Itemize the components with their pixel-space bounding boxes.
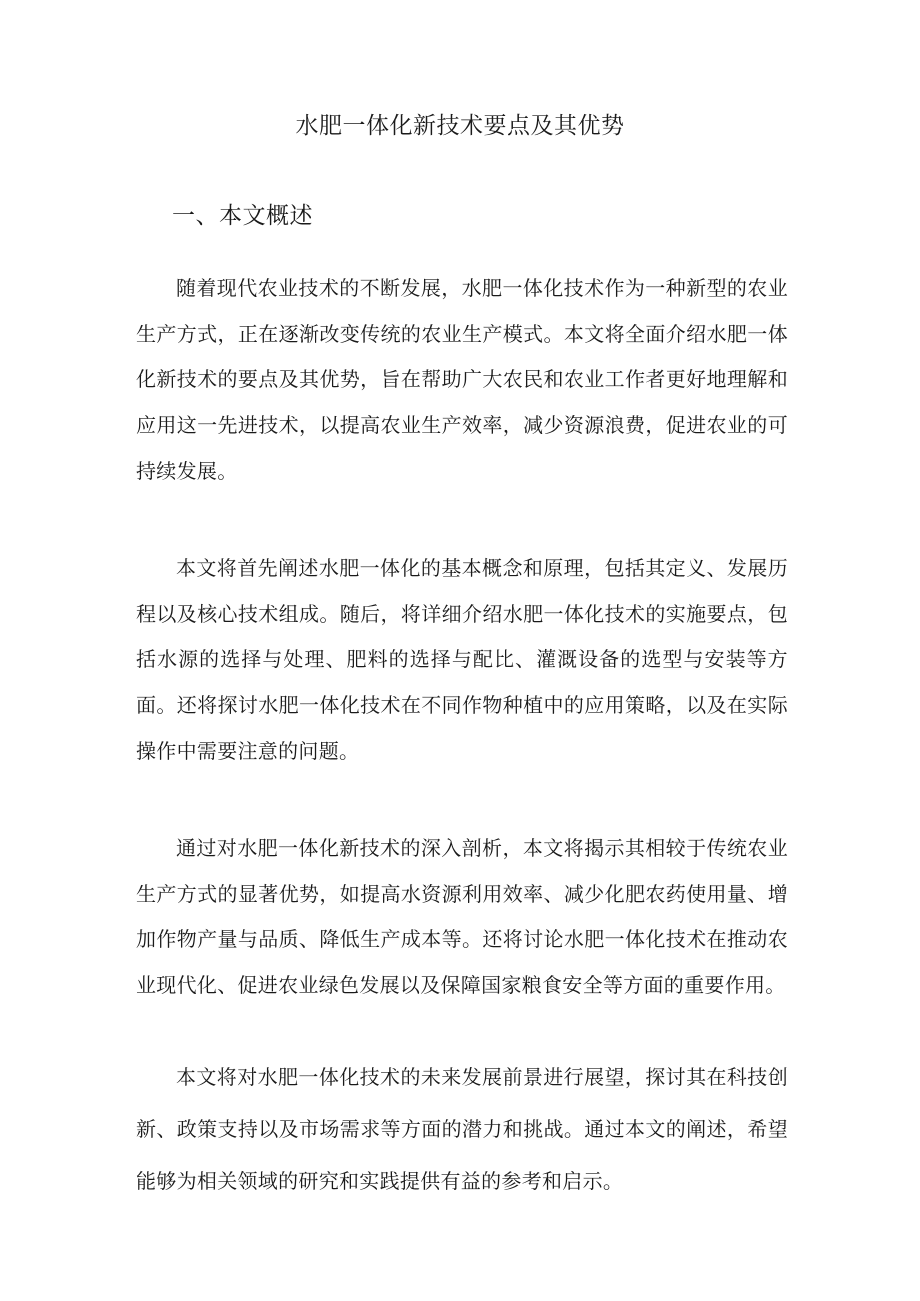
- paragraph-4: 本文将对水肥一体化技术的未来发展前景进行展望，探讨其在科技创新、政策支持以及市场需求等方面的潜力和挑战。通过本文的阐述，希望能够为相关领域的研究和实践提供有益的参考和启示。: [136, 1065, 788, 1193]
- paragraph-3: 通过对水肥一体化新技术的深入剖析，本文将揭示其相较于传统农业生产方式的显著优势，如提高水资源利用效率、减少化肥农药使用量、增加作物产量与品质、降低生产成本等。还将讨论水肥一体化技术在推动农业现代化、促进农业绿色发展以及保障国家粮食安全等方面的重要作用。: [136, 836, 788, 998]
- paragraph-1: 随着现代农业技术的不断发展，水肥一体化技术作为一种新型的农业生产方式，正在逐渐改变传统的农业生产模式。本文将全面介绍水肥一体化新技术的要点及其优势，旨在帮助广大农民和农业工作者更好地理解和应用这一先进技术，以提高农业生产效率，减少资源浪费，促进农业的可持续发展。: [136, 276, 788, 483]
- section-heading: 一、本文概述: [172, 203, 313, 229]
- document-title: 水肥一体化新技术要点及其优势: [295, 113, 625, 139]
- paragraph-2: 本文将首先阐述水肥一体化的基本概念和原理，包括其定义、发展历程以及核心技术组成。随后，将详细介绍水肥一体化技术的实施要点，包括水源的选择与处理、肥料的选择与配比、灌溉设备的选型与安装等方面。还将探讨水肥一体化技术在不同作物种植中的应用策略，以及在实际操作中需要注意的问题。: [136, 556, 788, 763]
